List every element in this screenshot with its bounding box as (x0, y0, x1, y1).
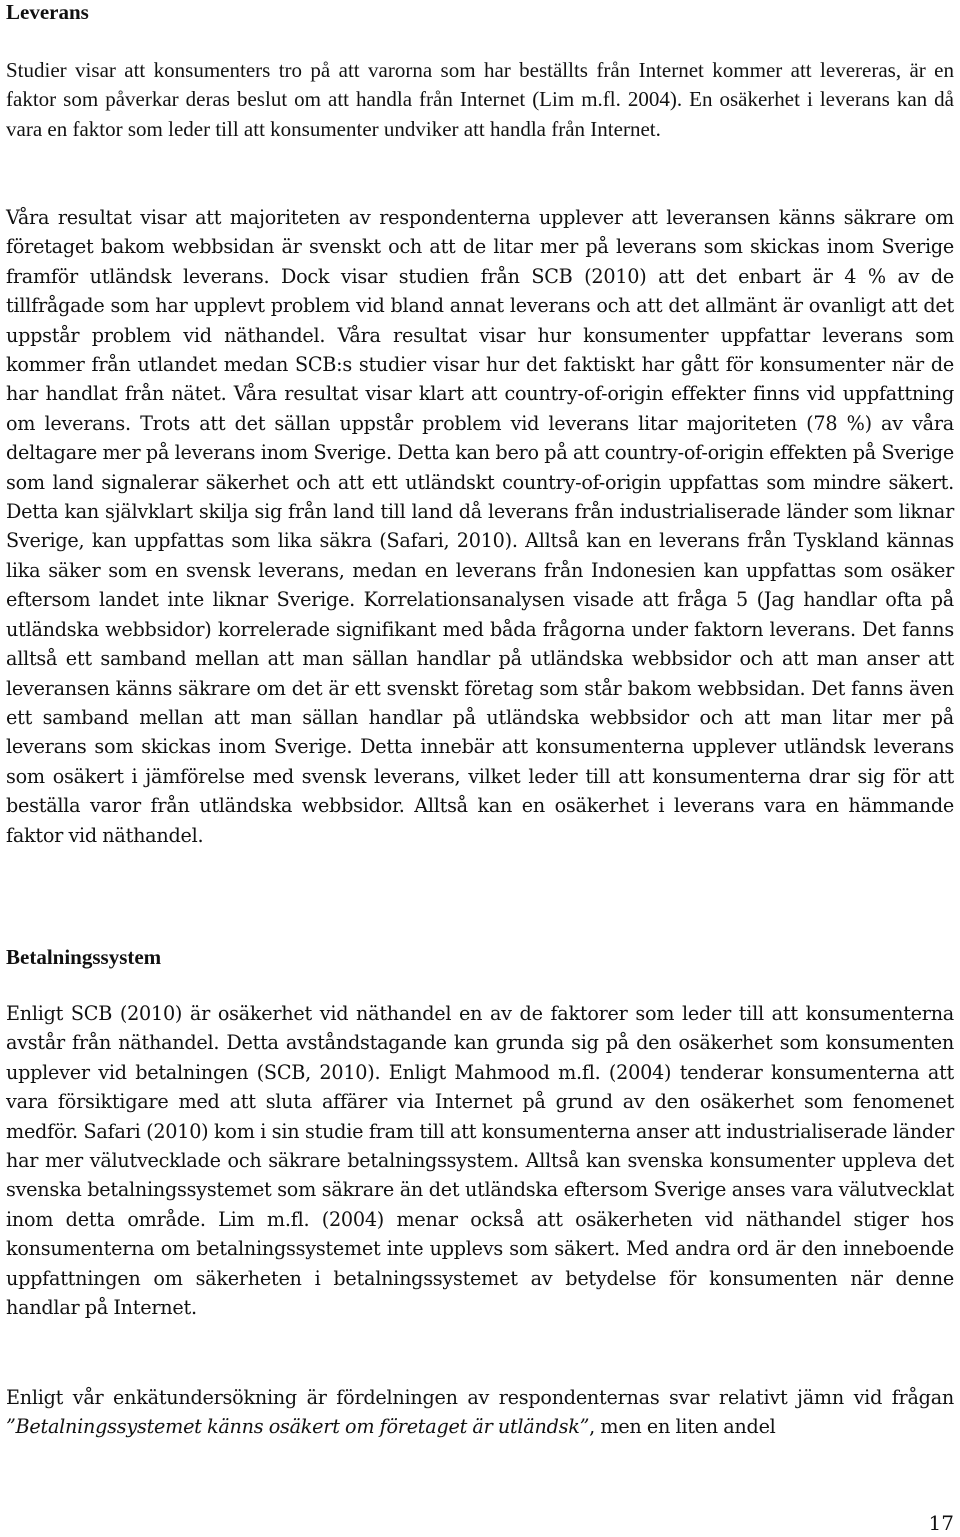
survey-question-quote: ”Betalningssystemet känns osäkert om företaget är utländsk” (6, 1415, 590, 1439)
paragraph-leverans-results: Våra resultat visar att majoriteten av respondenterna upplever att leveransen känns säkrare om företaget bakom webbsidan är svenskt och att de litar mer på leverans som skickas inom Sverige framför utländsk leverans. Dock visar studien från SCB (2010) att det enbart är 4 % av de tillfrågade som har upplevt problem vid bland annat leverans och att det allmänt är ovanligt att det uppstår problem vid näthandel. Våra resultat visar hur konsumenter uppfattar leverans som kommer från utlandet medan SCB:s studier visar hur det faktiskt har gått för konsumenter när de har handlat från nätet. Våra resultat visar klart att country-of-origin effekter finns vid uppfattning om leverans. Trots att det sällan uppstår problem vid leverans litar majoriteten (78 %) av våra deltagare mer på leverans inom Sverige. Detta kan bero på att country-of-origin effekten på Sverige som land signalerar säkerhet och att ett utländskt country-of-origin uppfattas som mindre säkert. Detta kan självklart skilja sig från land till land då leverans från industrialiserade länder som liknar Sverige, kan uppfattas som lika säkra (Safari, 2010). Alltså kan en leverans från Tyskland kännas lika säker som en svensk leverans, medan en leverans från Indonesien kan uppfattas som osäker eftersom landet inte liknar Sverige. Korrelationsanalysen visade att fråga 5 (Jag handlar ofta på utländska webbsidor) korrelerade signifikant med båda frågorna under faktorn leverans. Det fanns alltså ett samband mellan att man sällan handlar på utländska webbsidor och att man anser att leveransen känns säkrare om det är ett svenskt företag som står bakom webbsidan. Det fanns även ett samband mellan att man sällan handlar på utländska webbsidor och att man litar mer på leverans som skickas inom Sverige. Detta innebär att konsumenterna upplever utländsk leverans som osäkert i jämförelse med svensk leverans, vilket leder till att konsumenterna drar sig för att beställa varor från utländska webbsidor. Alltså kan en osäkerhet i leverans vara en hämmande faktor vid näthandel. (6, 206, 954, 847)
section-heading-leverans: Leverans (6, 0, 89, 24)
section-heading-betalningssystem: Betalningssystem (6, 945, 162, 969)
survey-text-before: Enligt vår enkätundersökning är fördelningen av respondenternas svar relativt jämn vid frågan (6, 1386, 954, 1409)
paragraph-betalningssystem-survey (6, 1383, 954, 1442)
survey-text-after: , men en liten andel (589, 1415, 776, 1439)
page-number: 17 (928, 1511, 954, 1535)
paragraph-leverans-intro: Studier visar att konsumenters tro på att varorna som har beställts från Internet kommer att levereras, är en faktor som påverkar deras beslut om att handla från Internet (Lim m.fl. 2004). En osäkerhet i leverans kan då vara en faktor som leder till att konsumenter undviker att handla från Internet. (6, 58, 954, 141)
paragraph-betalningssystem-intro: Enligt SCB (2010) är osäkerhet vid näthandel en av de faktorer som leder till att konsumenterna avstår från näthandel. Detta avståndstagande kan grunda sig på den osäkerhet som konsumenten upplever vid betalningen (SCB, 2010). Enligt Mahmood m.fl. (2004) tenderar konsumenterna att vara försiktigare med att sluta affärer via Internet på grund av den osäkerhet som fenomenet medför. Safari (2010) kom i sin studie fram till att konsumenterna anser att industrialiserade länder har mer välutvecklade och säkrare betalningssystem. Alltså kan svenska konsumenter uppleva det svenska betalningssystemet som säkrare än det utländska eftersom Sverige anses vara välutvecklat inom detta område. Lim m.fl. (2004) menar också att osäkerheten vid näthandel stiger hos konsumenterna om betalningssystemet inte upplevs som säkert. Med andra ord är den inneboende uppfattningen om säkerheten i betalningssystemet av betydelse för konsumenten när denne handlar på Internet. (6, 1002, 954, 1320)
